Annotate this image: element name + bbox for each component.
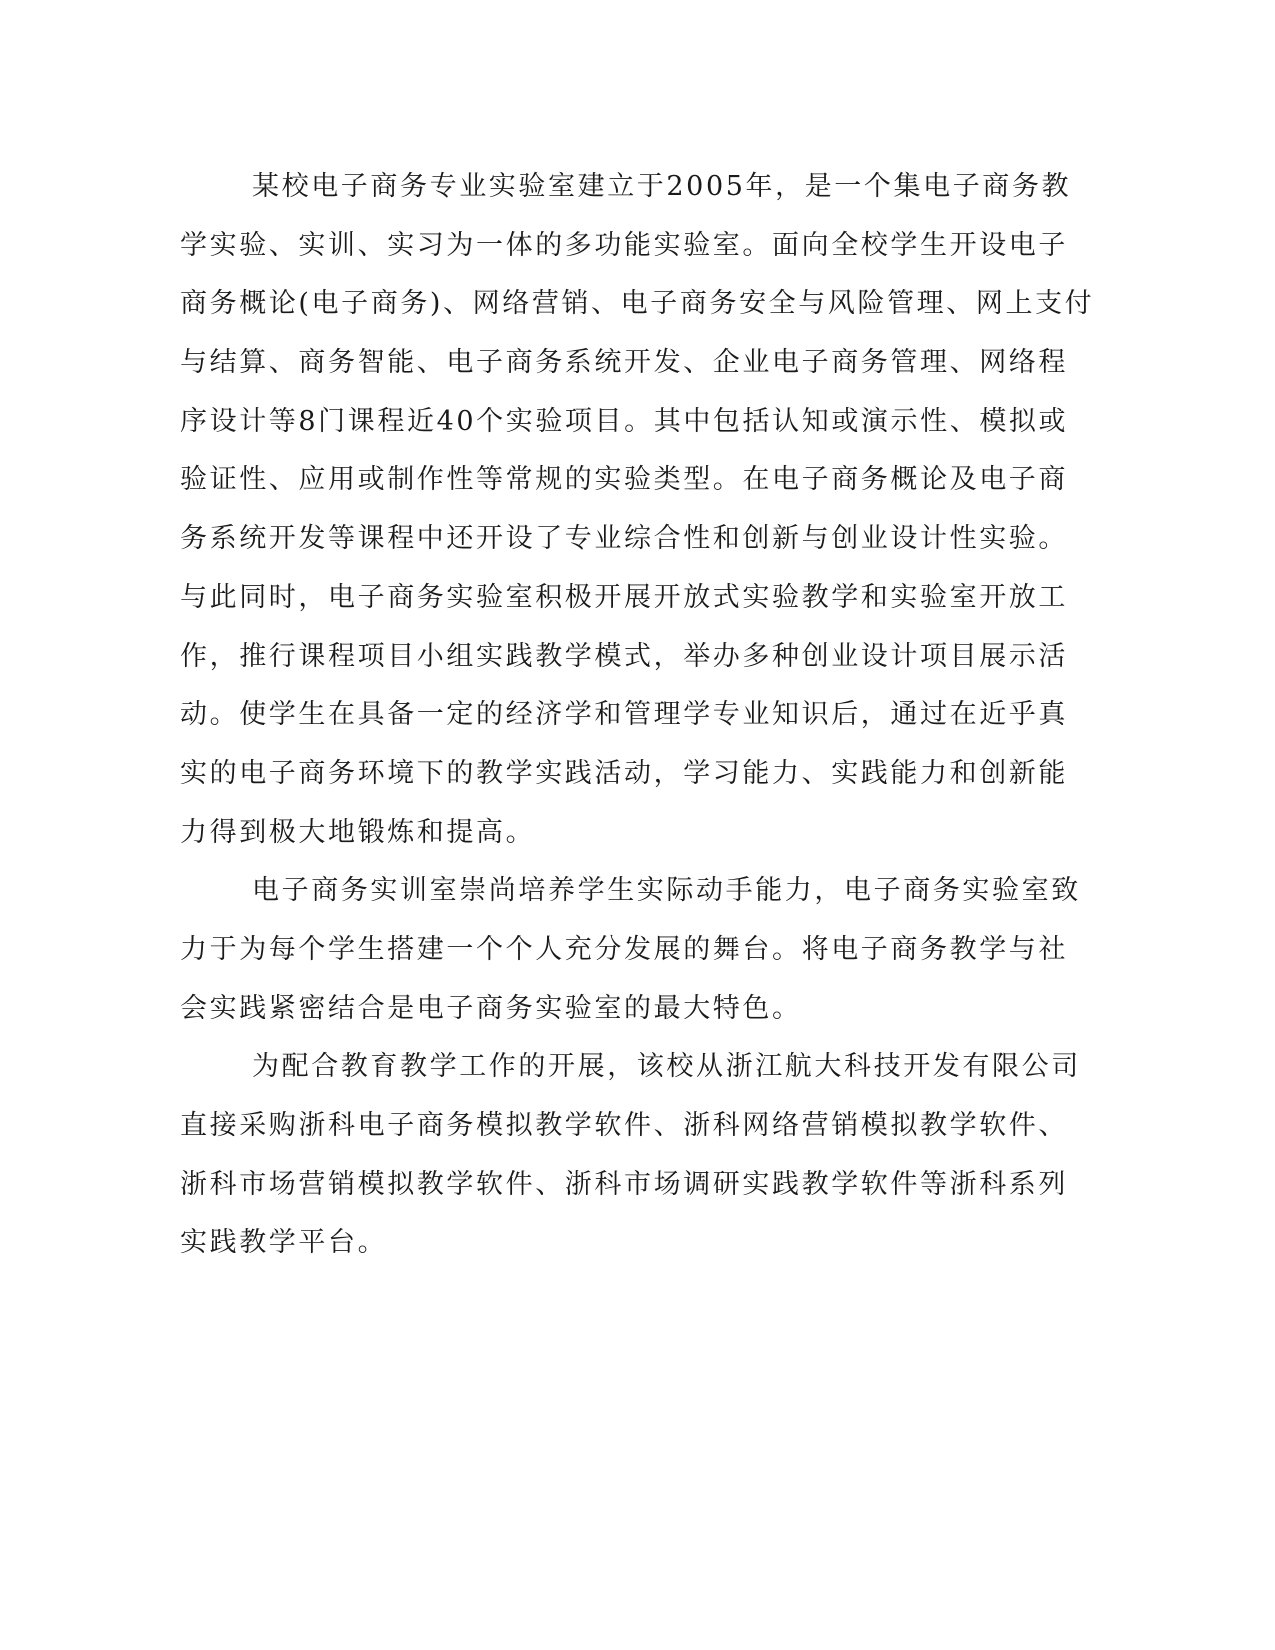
paragraph-1-line-1: 某校电子商务专业实验室建立于2005年，是一个集电子商务教 bbox=[252, 171, 1072, 202]
paragraph-1-line-7: 务系统开发等课程中还开设了专业综合性和创新与创业设计性实验。 bbox=[180, 523, 1068, 555]
paragraph-3-line-2: 直接采购浙科电子商务模拟教学软件、浙科网络营销模拟教学软件、 bbox=[180, 1110, 1068, 1141]
paragraph-2-line-3: 会实践紧密结合是电子商务实验室的最大特色。 bbox=[180, 992, 802, 1024]
paragraph-3-line-4: 实践教学平台。 bbox=[180, 1227, 388, 1259]
paragraph-3-line-1: 为配合教育教学工作的开展，该校从浙江航大科技开发有限公司 bbox=[252, 1051, 1081, 1083]
paragraph-1-line-6: 验证性、应用或制作性等常规的实验类型。在电子商务概论及电子商 bbox=[180, 464, 1068, 496]
paragraph-1-line-12: 力得到极大地锻炼和提高。 bbox=[180, 816, 536, 848]
paragraph-2-line-2: 力于为每个学生搭建一个个人充分发展的舞台。将电子商务教学与社 bbox=[180, 933, 1068, 965]
paragraph-1-line-8: 与此同时，电子商务实验室积极开展开放式实验教学和实验室开放工 bbox=[180, 581, 1068, 613]
body-text bbox=[180, 158, 1095, 1273]
paragraph-1-line-2: 学实验、实训、实习为一体的多功能实验室。面向全校学生开设电子 bbox=[180, 229, 1068, 261]
paragraph-1-line-11: 实的电子商务环境下的教学实践活动，学习能力、实践能力和创新能 bbox=[180, 757, 1068, 789]
paragraph-1-line-4: 与结算、商务智能、电子商务系统开发、企业电子商务管理、网络程 bbox=[180, 347, 1068, 379]
paragraph-1-line-10: 动。使学生在具备一定的经济学和管理学专业知识后，通过在近乎真 bbox=[180, 699, 1068, 731]
paragraph-1-line-3: 商务概论(电子商务)、网络营销、电子商务安全与风险管理、网上支付 bbox=[180, 288, 1095, 320]
paragraph-2-line-1: 电子商务实训室崇尚培养学生实际动手能力，电子商务实验室致 bbox=[252, 875, 1081, 907]
paragraph-3-line-3: 浙科市场营销模拟教学软件、浙科市场调研实践教学软件等浙科系列 bbox=[180, 1168, 1068, 1200]
paragraph-1-line-5: 序设计等8门课程近40个实验项目。其中包括认知或演示性、模拟或 bbox=[180, 405, 1069, 437]
paragraph-1-line-9: 作，推行课程项目小组实践教学模式，举办多种创业设计项目展示活 bbox=[180, 640, 1068, 672]
